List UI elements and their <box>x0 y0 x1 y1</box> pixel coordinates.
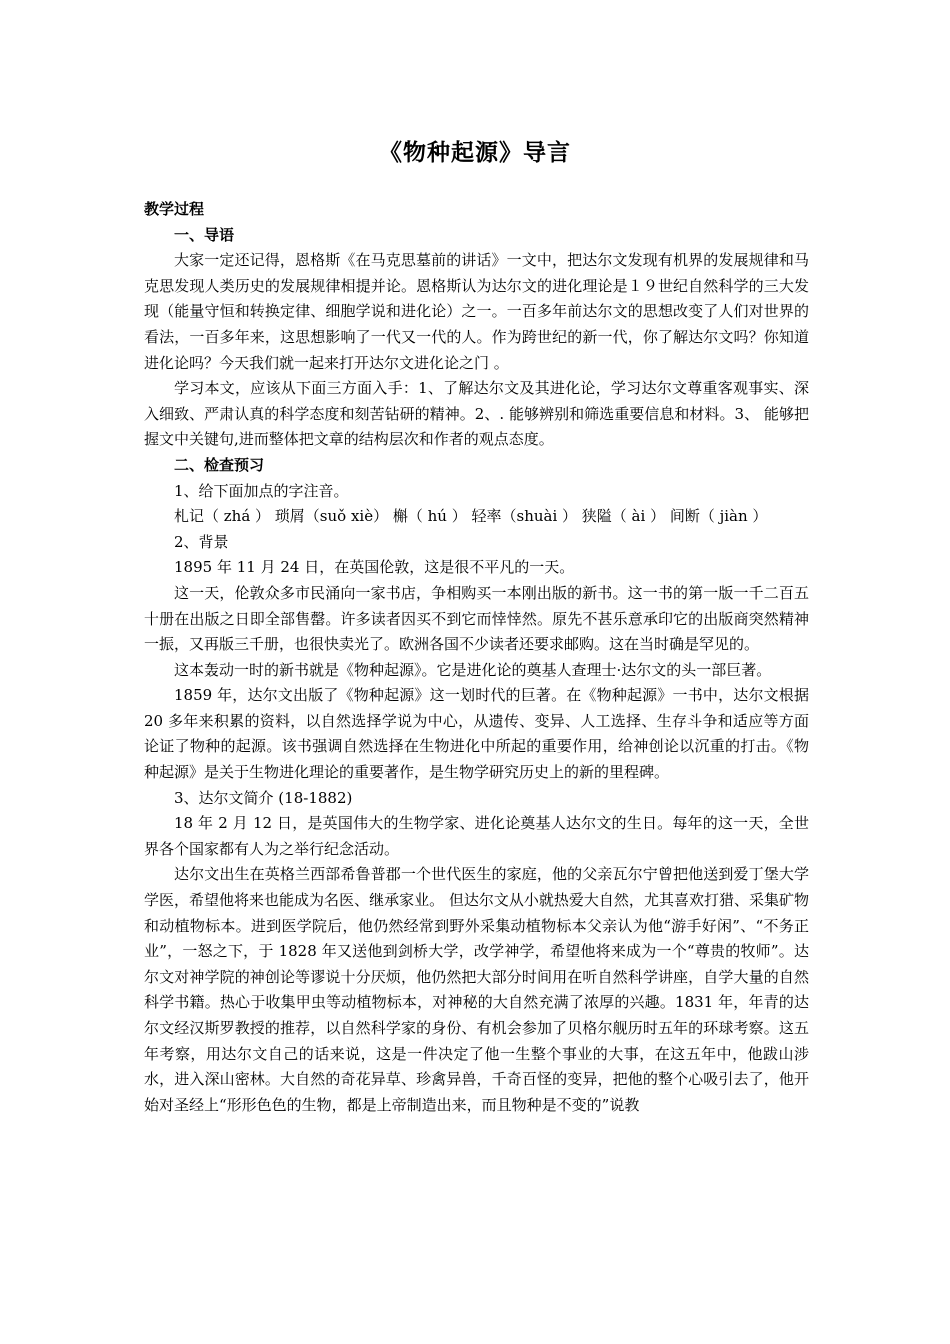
paragraph: 达尔文出生在英格兰西部希鲁普郡一个世代医生的家庭，他的父亲瓦尔宁曾把他送到爱丁堡大学学医，希望他将来也能成为名医、继承家业。 但达尔文从小就热爱大自然，尤其喜欢打猎、采集矿物和动植物标本。进到医学院后，他仍然经常到野外采集动植物标本父亲认为他“游手好闲”、“不务正业”，一怒之下，于 1828 年又送他到剑桥大学，改学神学，希望他将来成为一个“尊贵的牧师”。达尔文对神学院的神创论等谬说十分厌烦，他仍然把大部分时间用在听自然科学讲座，自学大量的自然科学书籍。热心于收集甲虫等动植物标本，对神秘的大自然充满了浓厚的兴趣。1831 年，年青的达尔文经汉斯罗教授的推荐，以自然科学家的身份、有机会参加了贝格尔舰历时五年的环球考察。这五年考察，用达尔文自己的话来说，这是一件决定了他一生整个事业的大事，在这五年中，他跋山涉水，进入深山密林。大自然的奇花异草、珍禽异兽，千奇百怪的变异，把他的整个心吸引去了，他开始对圣经上“形形色色的生物，都是上帝制造出来，而且物种是不变的”说教 <box>144 865 809 1114</box>
document-title: 《物种起源》导言 <box>379 139 571 166</box>
section-title: 教学过程 <box>144 200 205 218</box>
pinyin-line: 札记（ zhá ） 琐屑（suǒ xiè） 槲（ hú ） 轻率（shuài ） 狭隘（ ài ） 间断（ jiàn ） <box>174 507 768 526</box>
paragraph: 1859 年，达尔文出版了《物种起源》这一划时代的巨著。在《物种起源》一书中，达尔文根据 20 多年来积累的资料，以自然选择学说为中心，从遗传、变异、人工选择、生存斗争和适应等方面论证了物种的起源。该书强调自然选择在生物进化中所起的重要作用，给神创论以沉重的打击。《物种起源》是关于生物进化理论的重要著作，是生物学研究历史上的新的里程碑。 <box>144 686 809 782</box>
paragraph: 这本轰动一时的新书就是《物种起源》。它是进化论的奠基人查理士·达尔文的头一部巨著。 <box>174 660 772 679</box>
paragraph: 这一天，伦敦众多市民涌向一家书店，争相购买一本刚出版的新书。这一书的第一版一千二百五十册在出版之日即全部售罄。许多读者因买不到它而悻悻然。原先不甚乐意承印它的出版商突然精神一振，又再版三千册，也很快卖光了。欧洲各国不少读者还要求邮购。这在当时确是罕见的。 <box>144 583 809 654</box>
paragraph: 大家一定还记得，恩格斯《在马克思墓前的讲话》一文中，把达尔文发现有机界的发展规律和马克思发现人类历史的发展规律相提并论。恩格斯认为达尔文的进化理论是１９世纪自然科学的三大发现（能量守恒和转换定律、细胞学说和进化论）之一。一百多年前达尔文的思想改变了人们对世界的看法，一百多年来，这思想影响了一代又一代的人。作为跨世纪的新一代，你了解达尔文吗？你知道进化论吗？今天我们就一起来打开达尔文进化论之门 。 <box>144 251 809 372</box>
paragraph: 18 年 2 月 12 日，是英国伟大的生物学家、进化论奠基人达尔文的生日。每年的这一天，全世界各个国家都有人为之举行纪念活动。 <box>144 814 809 858</box>
part2-heading: 二、检查预习 <box>174 455 265 474</box>
item1-label: 1、给下面加点的字注音。 <box>174 481 349 500</box>
item2-label: 2、背景 <box>174 532 229 551</box>
part1-heading: 一、导语 <box>174 225 235 244</box>
document-body <box>144 197 809 1118</box>
paragraph: 学习本文，应该从下面三方面入手：1、了解达尔文及其进化论，学习达尔文尊重客观事实、深入细致、严肃认真的科学态度和刻苦钻研的精神。2、. 能够辨别和筛选重要信息和材料。3、 能够把握文中关键句,进而整体把文章的结构层次和作者的观点态度。 <box>144 379 809 449</box>
paragraph: 1895 年 11 月 24 日，在英国伦敦，这是很不平凡的一天。 <box>174 558 575 577</box>
item3-label: 3、达尔文简介 (18-1882) <box>174 788 353 807</box>
